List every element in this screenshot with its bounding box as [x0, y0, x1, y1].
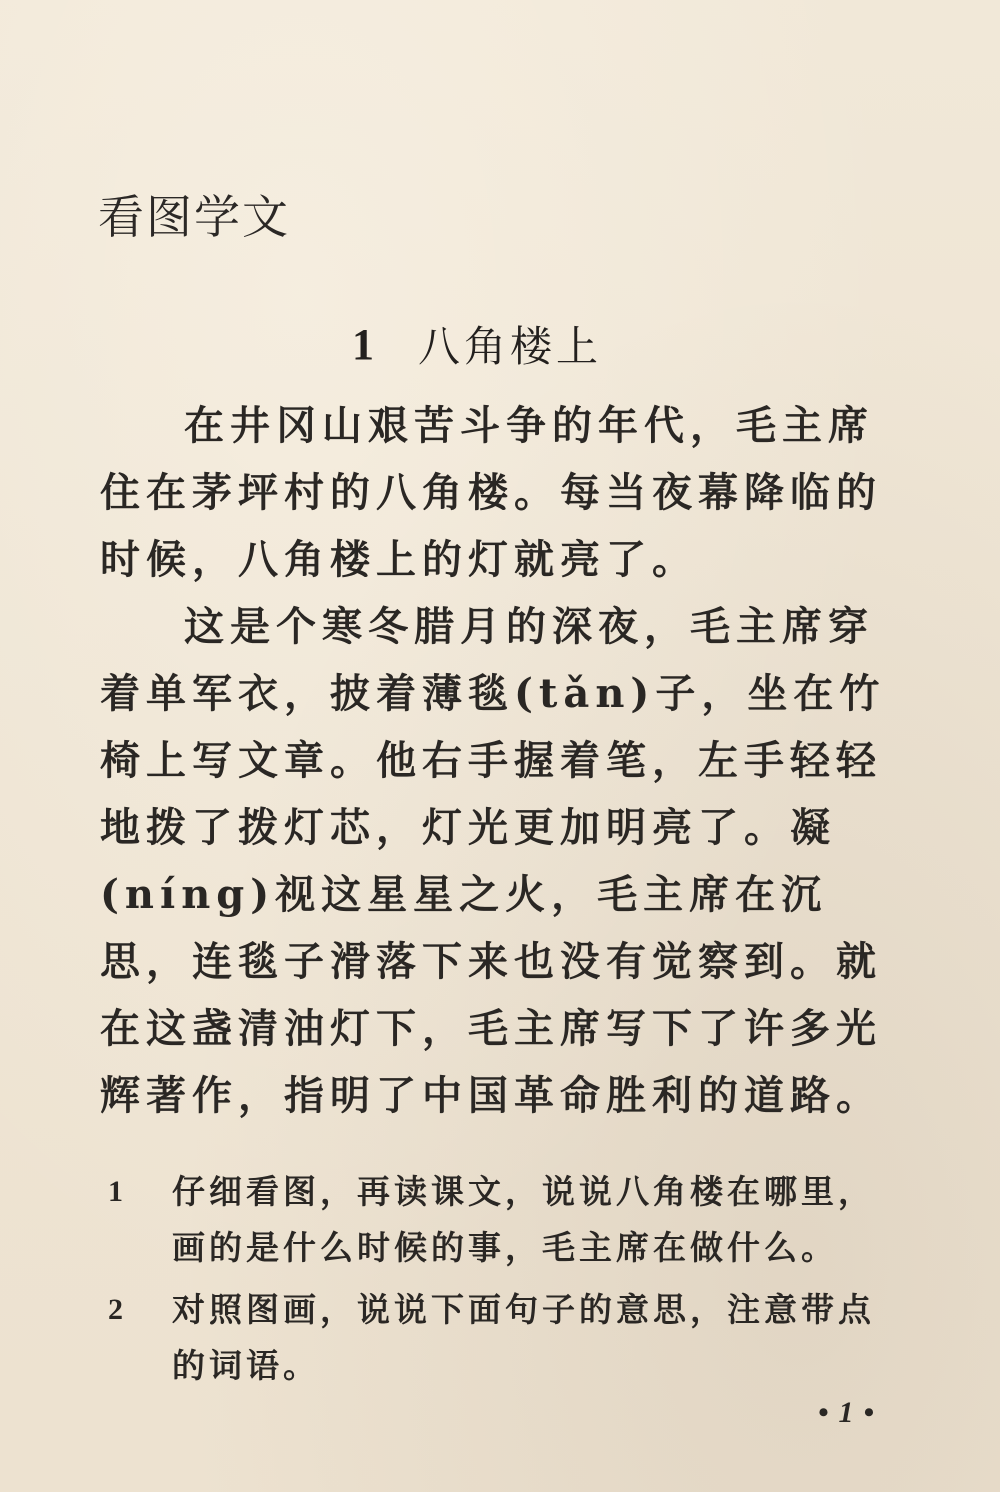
section-heading: 看图学文: [98, 190, 290, 244]
lesson-title: [352, 312, 602, 376]
exercise-number: 2: [108, 1293, 123, 1326]
exercise-text: 对照图画，说说下面句子的意思，注意带点的词语。: [172, 1290, 875, 1385]
page-number: •1•: [818, 1396, 885, 1429]
exercise-text: 仔细看图，再读课文，说说八角楼在哪里，画的是什么时候的事，毛主席在做什么。: [172, 1172, 875, 1267]
exercise-number: 1: [108, 1175, 123, 1208]
exercise-item: [108, 1164, 898, 1276]
paragraph-1: 在井冈山艰苦斗争的年代，毛主席住在茅坪村的八角楼。每当夜幕降临的时候，八角楼上的灯就亮了。: [100, 402, 882, 583]
lesson-name: 八角楼上: [418, 322, 603, 371]
exercise-item: [108, 1282, 898, 1394]
paragraph-2: 这是个寒冬腊月的深夜，毛主席穿着单军衣，披着薄毯(tǎn)子，坐在竹椅上写文章。他右手握着笔，左手轻轻地拨了拨灯芯，灯光更加明亮了。凝(níng)视这星星之火，毛主席在沉思，连毯子滑落下来也没有觉察到。就在这盏清油灯下，毛主席写下了许多光辉著作，指明了中国革命胜利的道路。: [100, 603, 886, 1119]
lesson-body: [100, 392, 890, 1129]
lesson-number: 1: [352, 319, 374, 369]
exercise-list: [108, 1164, 898, 1394]
